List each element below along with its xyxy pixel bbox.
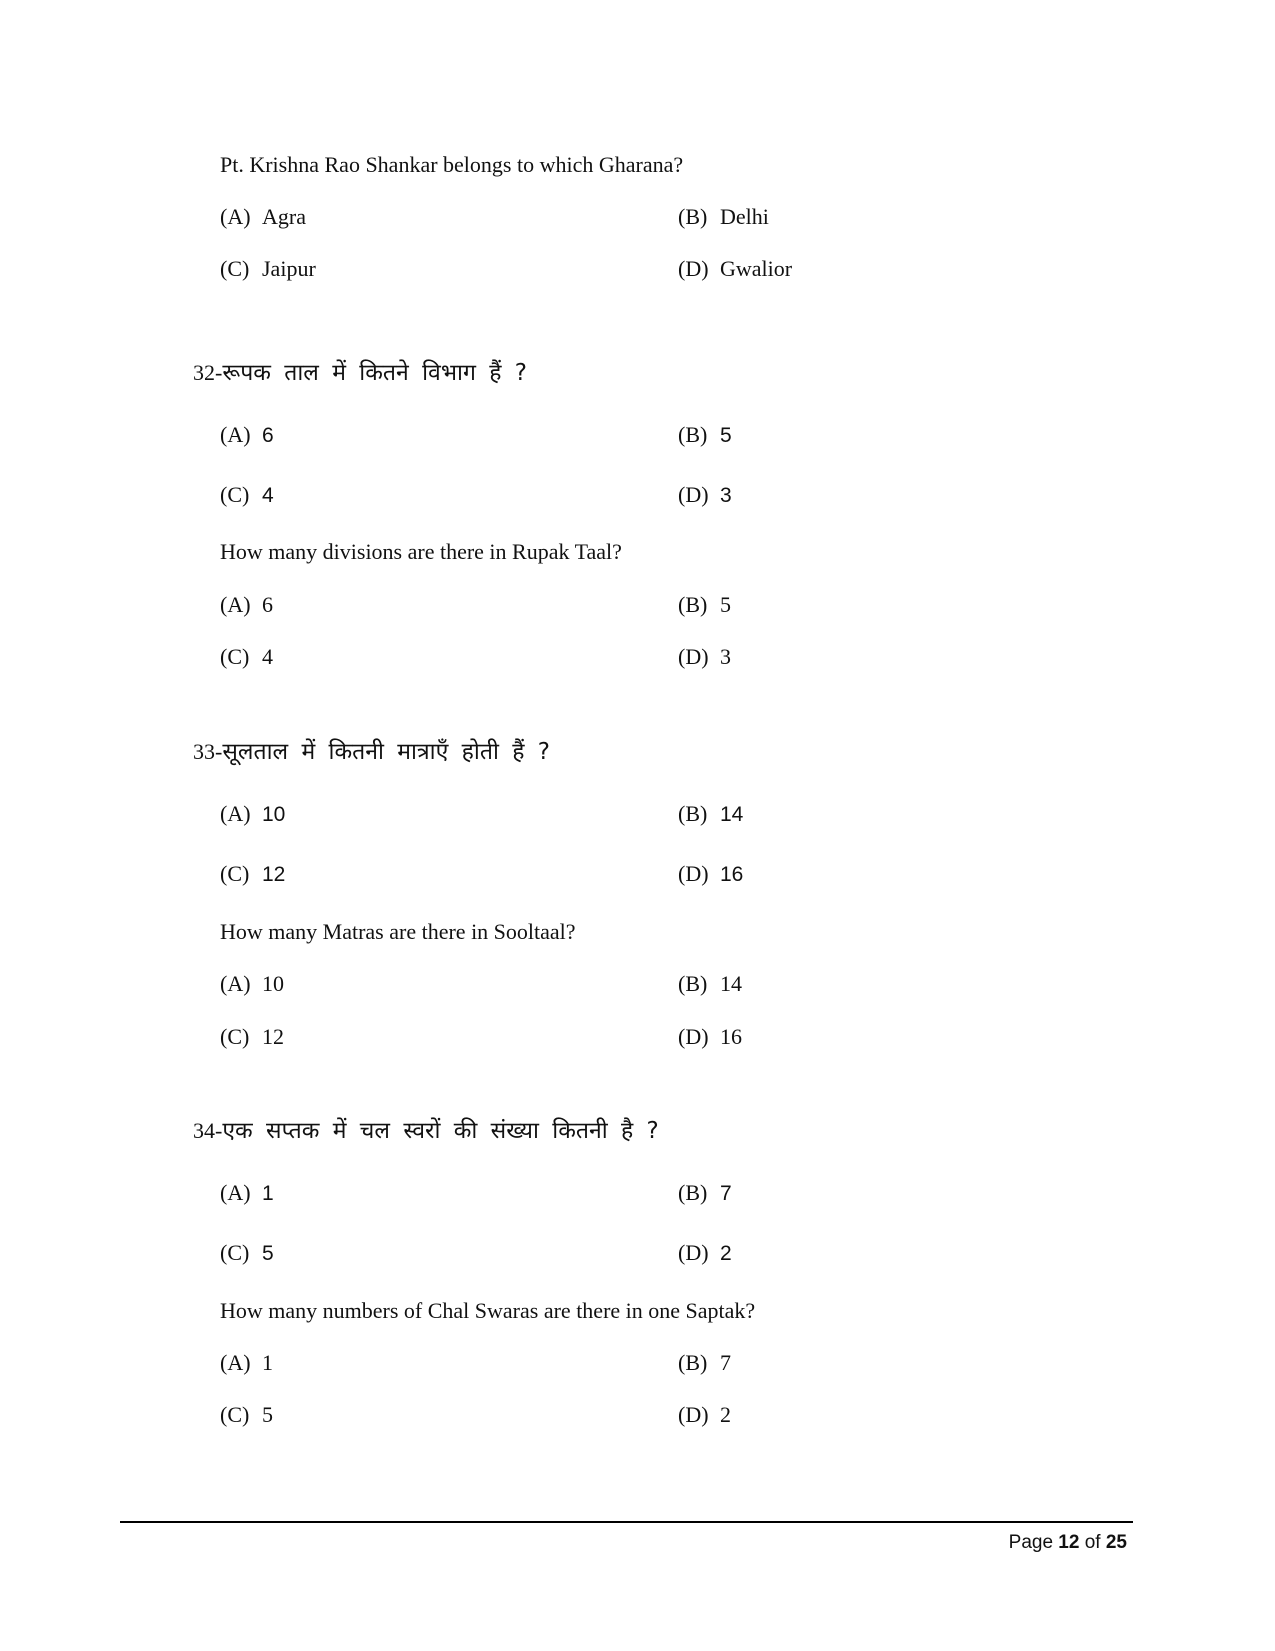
option-c: (C) 12	[220, 861, 286, 886]
option-d: (D) 3	[678, 644, 731, 669]
question-32-hindi: 32-रूपक ताल में कितने विभाग हैं ?	[193, 360, 527, 386]
option-a: (A) 6	[220, 592, 273, 617]
option-a: (A) 1	[220, 1180, 274, 1205]
question-33-english: How many Matras are there in Sooltaal?	[220, 919, 576, 944]
option-a: (A) 1	[220, 1350, 273, 1375]
option-c: (C) 4	[220, 482, 274, 507]
page-number: Page 12 of 25	[1008, 1532, 1127, 1553]
option-d: (D) Gwalior	[678, 256, 793, 281]
option-b: (B) 5	[678, 422, 732, 447]
option-d: (D) 16	[678, 861, 744, 886]
option-c: (C) 5	[220, 1240, 274, 1265]
option-b: (B) 7	[678, 1350, 731, 1375]
option-c: (C) 5	[220, 1402, 273, 1427]
question-32-english: How many divisions are there in Rupak Taal?	[220, 539, 622, 564]
option-c: (C) 4	[220, 644, 273, 669]
question-34-english: How many numbers of Chal Swaras are there in one Saptak?	[220, 1298, 756, 1323]
option-a: (A) 10	[220, 801, 286, 826]
question-31-english: Pt. Krishna Rao Shankar belongs to which Gharana?	[220, 152, 684, 177]
option-a: (A) 6	[220, 422, 274, 447]
option-b: (B) 7	[678, 1180, 732, 1205]
footer-divider	[120, 1521, 1133, 1523]
option-d: (D) 2	[678, 1240, 732, 1265]
option-b: (B) 14	[678, 801, 744, 826]
option-c: (C) 12	[220, 1024, 284, 1049]
option-b: (B) 5	[678, 592, 731, 617]
option-a: (A) 10	[220, 971, 284, 996]
option-d: (D) 16	[678, 1024, 742, 1049]
option-b: (B) Delhi	[678, 204, 769, 229]
option-d: (D) 3	[678, 482, 732, 507]
question-33-hindi: 33-सूलताल में कितनी मात्राएँ होती हैं ?	[193, 739, 550, 765]
option-c: (C) Jaipur	[220, 256, 316, 281]
option-b: (B) 14	[678, 971, 742, 996]
option-d: (D) 2	[678, 1402, 731, 1427]
question-34-hindi: 34-एक सप्तक में चल स्वरों की संख्या कितनी है ?	[193, 1118, 659, 1144]
option-a: (A) Agra	[220, 204, 306, 229]
